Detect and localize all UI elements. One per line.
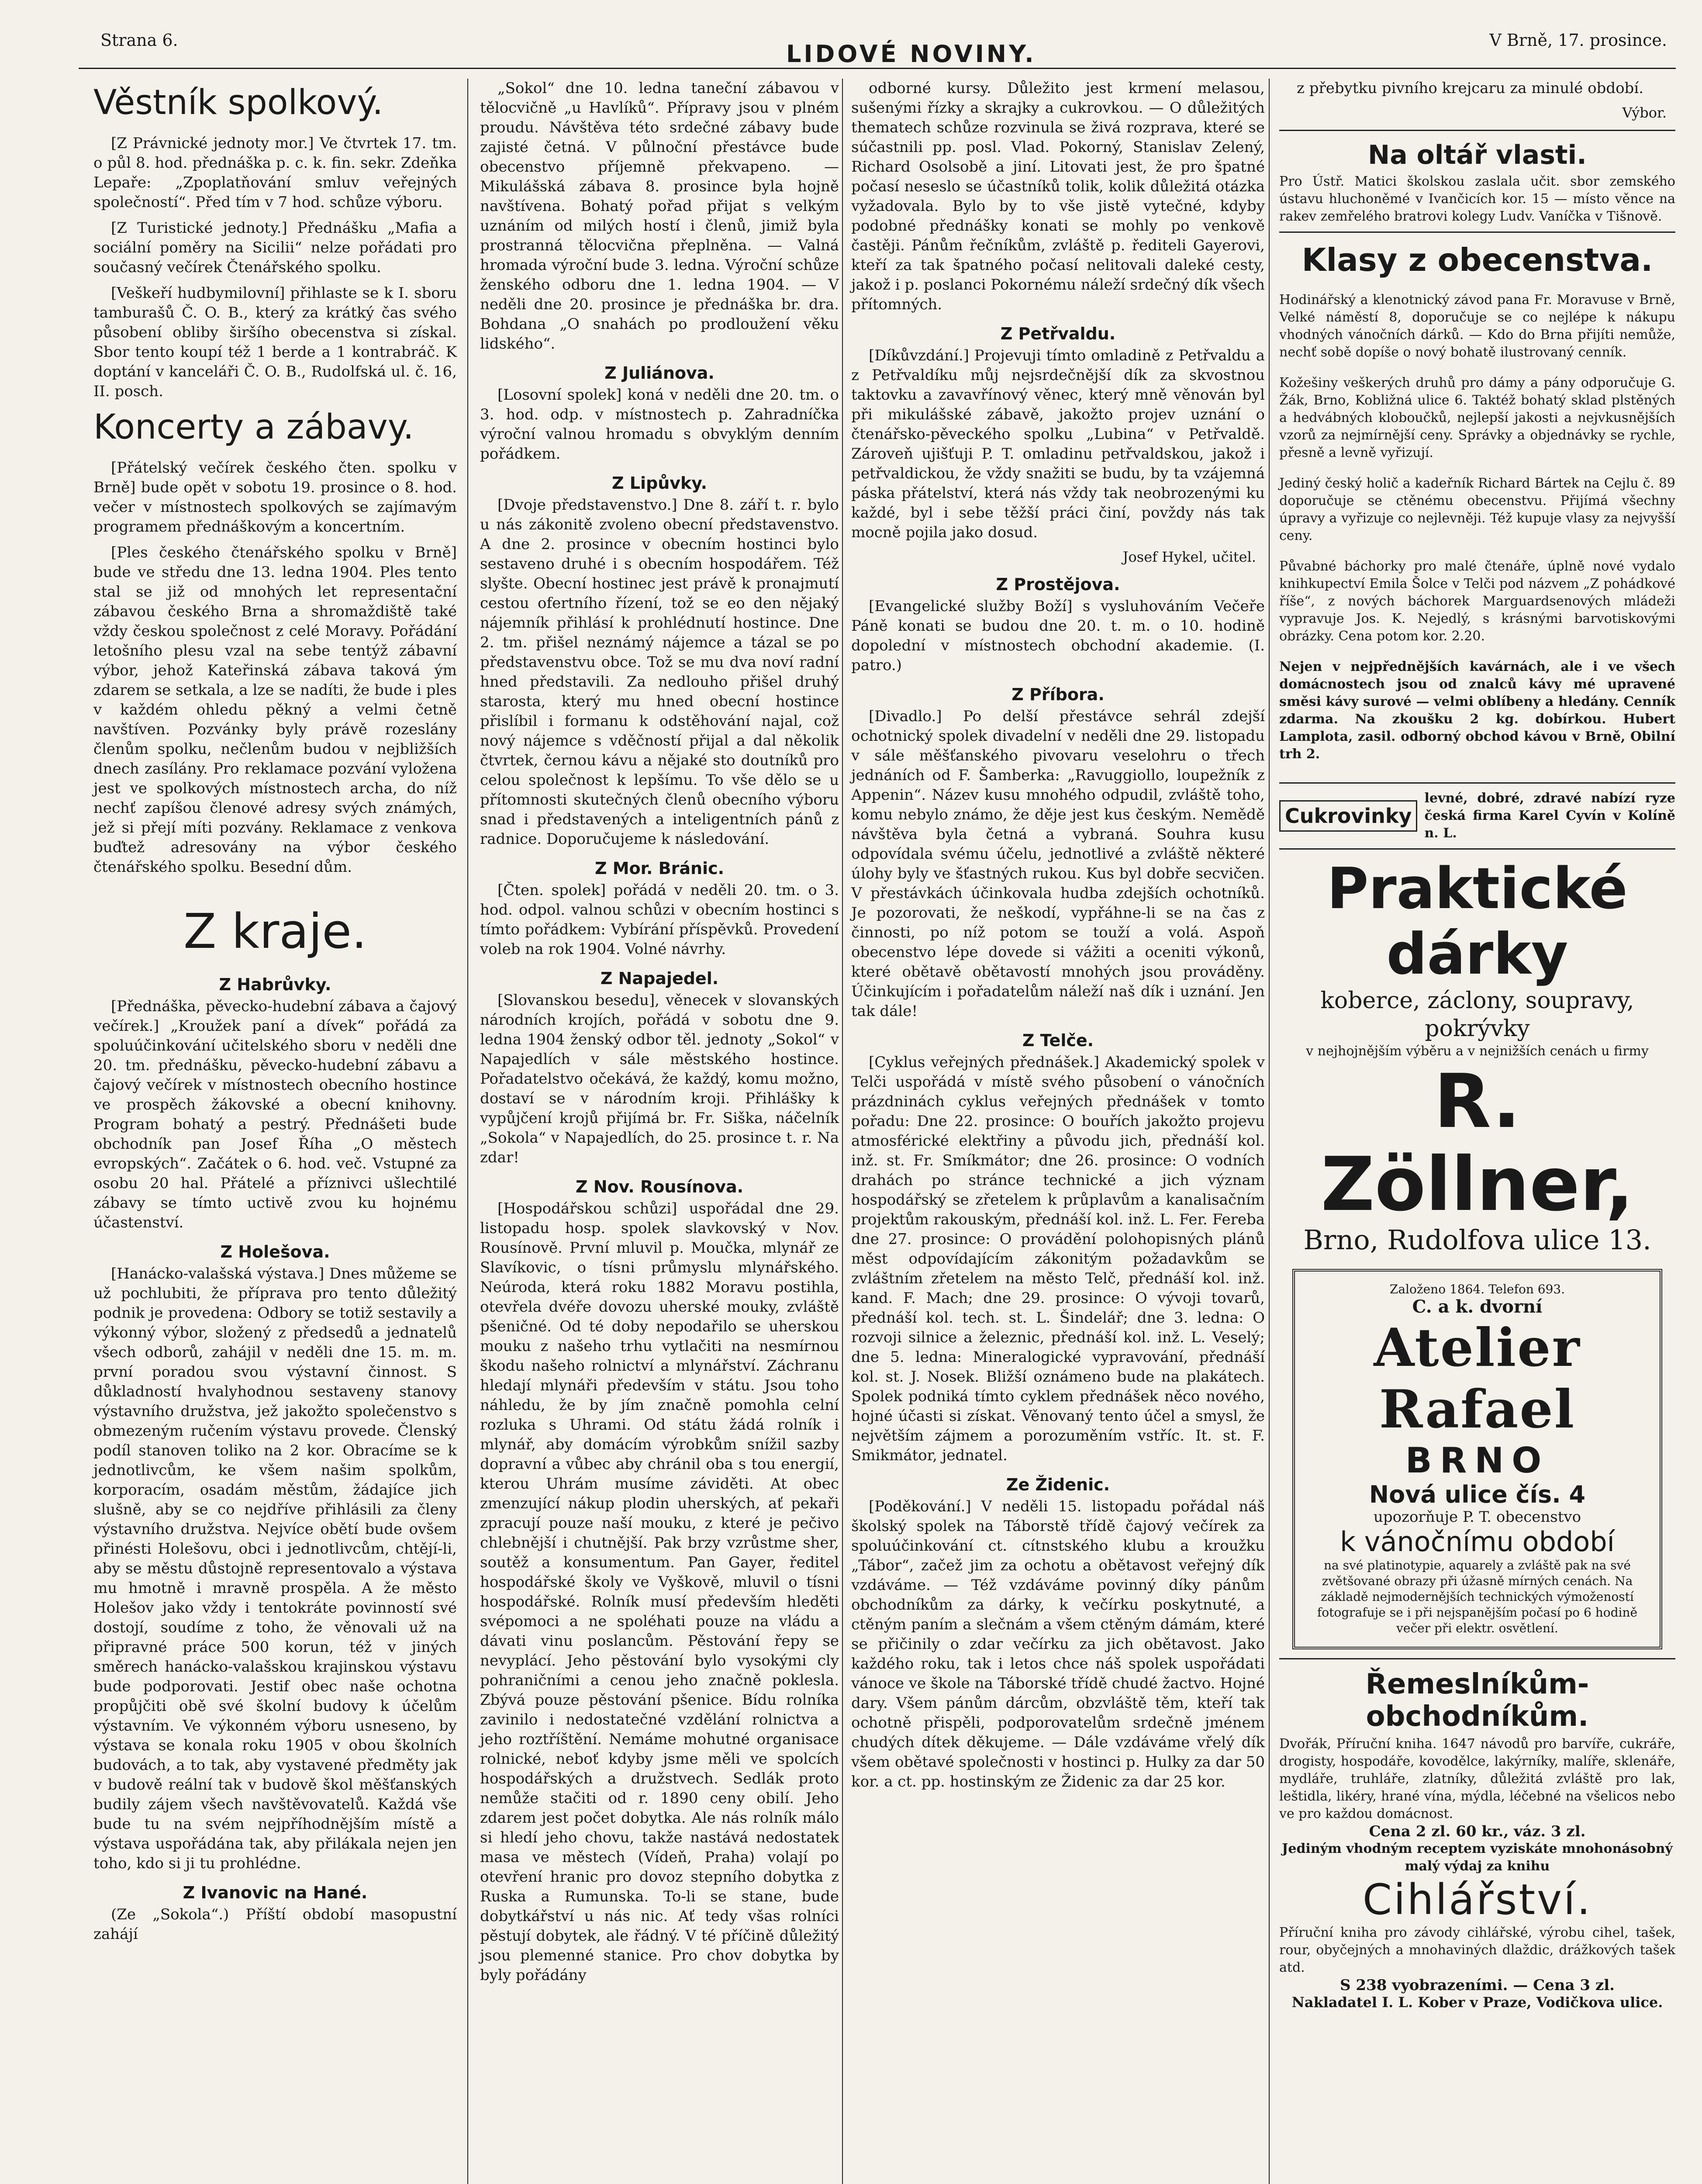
ad-cihlarstvi-text: Příruční kniha pro závody cihlářské, výrobu cihel, tašek, rour, obyčejných a mnohaviných dlaždic, drážkových tašek atd. <box>1279 1925 1675 1975</box>
article-signature: Josef Hykel, učitel. <box>1122 549 1256 565</box>
article-signature: Výbor. <box>1622 104 1667 121</box>
ad-atelier-rafael <box>1292 1269 1662 1649</box>
section-title-koncerty: Koncerty a zábavy. <box>93 408 414 447</box>
article-heading: Z Ivanovic na Hané. <box>183 1883 368 1902</box>
ad-cukrovinky-text: levné, dobré, zdravé nabízí ryze česká firma Karel Cyvín v Kolíně n. L. <box>1424 791 1675 841</box>
classified-item: Nejen v nejpřednějších kavárnách, ale i ve všech domácnostech jsou od znalců kávy mé upravené směsi kávy surové — velmi oblíbeny a hledány. Cenník zdarma. Na zkoušku 2 kg. dobírkou. Hubert Lamplota, zasil. odborný obchod kávou v Brně, Obilní trh 2. <box>1279 659 1675 762</box>
newspaper-title: LIDOVÉ NOVINY. <box>786 40 1036 68</box>
ad-rafael-notice: upozorňuje P. T. obecenstvo <box>1373 1508 1581 1526</box>
ad-zollner <box>1279 848 1675 1260</box>
ad-zollner-title: Praktické dárky <box>1327 855 1628 987</box>
section-title-vestnik: Věstník spolkový. <box>93 83 383 122</box>
article-heading: Z Příbora. <box>1012 685 1105 704</box>
article-heading: Z Habrůvky. <box>219 975 331 994</box>
classified-item: Půvabné báchorky pro malé čtenáře, úplně nové vydalo knihkupectví Emila Šolce v Telči pod názvem „Z pohádkové říše“, z nových báchorek Marguardsenových mládeži vypravuje Jos. K. Nejedlý, s krásnými barvotiskovými obrázky. Cena potom kor. 2.20. <box>1279 559 1675 644</box>
column-2 <box>474 79 845 2184</box>
column-4 <box>1273 79 1681 2184</box>
ad-rafael-founded: Založeno 1864. Telefon 693. <box>1389 1282 1565 1296</box>
masthead <box>0 0 1702 70</box>
article-paragraph: [Hospodářskou schůzi] uspořádal dne 29. listopadu hosp. spolek slavkovský v Nov. Rousínově. První mluvil p. Moučka, mlynář ze Slavíkovic, o tísni průmyslu mlynářského. Neúroda, která roku 1882 Moravu postihla, otevřela dvéře dovozu uherské mouky, zvláště pšeničné. Od té doby nepodařilo se uherskou mouku z našeho trhu vytlačiti na nesmírnou škodu našeho rolnictví a mlynářství. Záchranu hledají mlynáři především v státu. Jsou toho náhledu, že by jím značně pomohla celní rozluka s Uhrami. Od státu žádá rolník i mlynář, aby domácím výrobkům snížil sazby dopravní a vůbec aby chránil oba s tou energií, kterou Uhrám musíme záviděti. At obec zmenzující nákup plodin uherských, ať pekaři zpracují pouze naší mouku, z které je pečivo chlebnější i chutnější. Pak brzy vzrůstme sher, soutěž a konsumentum. Pan Gayer, ředitel hospodářské školy ve Vyškově, mluvil o tísni hospodářské. Rolník musí především hleděti svépomoci a ne spoléhati pouze na vládu a dávati vinu poslancům. Pěstování řepy se nevyplácí. Jeho pěstování bylo vysokými cly pohraničními a cenou jeho značně poklesla. Zbývá pouze pěstování pšenice. Bídu rolníka zavinilo i nedostatečné vzdělání rolnictva a jeho roztříštění. Nemáme mohutné organisace rolnické, neboť kdyby jsme měli ve spolcích hospodářských a družstvech. Sedlák proto nemůže stačiti od r. 1890 ceny obilí. Jeho zdarem jest počet dobytka. Ale nás rolník málo si hledí jeho chovu, takže nastává nedostatek masa ve městech (Vídeň, Praha) volají po otevření hranic pro dovoz stepního dobytka z Ruska a Rumunska. To-li se stane, bude dobytkářství u nás nic. Ať tedy všas rolníci pěstují dobytek, ale řádný. V té příčině důležitý jsou plemenné stanice. Pro chov dobytka by byly pořádány <box>480 1200 839 1984</box>
article-paragraph: [Veškeří hudbymilovní] přihlaste se k I. sboru tamburašů Č. O. B., který za krátký čas svého působení obliby širšího obecenstva si získal. Sbor tento koupí též 1 berde a 1 kontrabráč. K doptání v kanceláři Č. O. B., Rudolfská ul. č. 16, II. posch. <box>93 284 457 400</box>
article-paragraph: (Ze „Sokola“.) Příští období masopustní zahájí <box>93 1906 457 1943</box>
ad-rafael-name: Atelier Rafael <box>1374 1317 1581 1440</box>
article-paragraph: [Z Právnické jednoty mor.] Ve čtvrtek 17. tm. o půl 8. hod. přednáška p. c. k. fin. sekr. Zdeňka Lepaře: „Zpoplatňování smluv veřejných společností“. Před tím v 7 hod. schůze výboru. <box>93 135 457 211</box>
ad-cukrovinky <box>1279 782 1675 848</box>
ad-rafael-description: na své platinotypie, aquarely a zvláště pak na své zvětšované obrazy při úžasně mírných cenách. Na základě nejmodernějších technických výmožeností fotografuje se i při nejspanějším počasí po 6 hodině večer při elektr. osvětlení. <box>1317 1558 1638 1635</box>
article-paragraph: [Divadlo.] Po delší přestávce sehrál zdejší ochotnický spolek divadelní v neděli dne 29. listopadu v sále měšťanského pivovaru veselohru o třech jednáních od F. Šamberka: „Ravuggiollo, loupežník z Appenin“. Název kusu mnohého odpudil, zvláště toho, komu nebylo známo, že děje jest kus českým. Nemědě návštěva byla četná a vybraná. Souhra kusu odpovídala svému účelu, jednotlivé a zvláště některé úlohy byly ve šťastných rukou. Kus byl dobře secvičen. V přestávkách účinkovala hudba zdejších ochotníků. Je pozorovati, že neškodí, vypřáhne-li se na čas z činnosti, po níž potom se touží a volá. Aspoň obecenstvo lépe dovede si vážiti a oceniti výkonů, které obětavě obětavostí mnohých jsou prováděny. Účinkujícím i pořadatelům náleží naš dík i uznání. Jen tak dále! <box>851 708 1265 1020</box>
notice-title: Na oltář vlasti. <box>1368 140 1587 170</box>
ad-remeslnikum-text: Dvořák, Příruční kniha. 1647 návodů pro barvíře, cukráře, drogisty, hospodáře, kovodělce, lakýrníky, malíře, sklenáře, mydláře, truhláře, zlatníky, důležitá zvláště pro lak, leštidla, likéry, hrané vína, mýdla, léčebné na všelicos nebo ve pro každou domácnost. <box>1279 1736 1675 1821</box>
ad-remeslnikum-title: Řemeslníkům-obchodníkům. <box>1365 1668 1589 1733</box>
column-rule <box>467 79 468 2184</box>
ad-rafael-court: C. a k. dvorní <box>1412 1296 1543 1317</box>
ad-cihlarstvi-title: Cihlářství. <box>1362 1875 1592 1924</box>
article-heading: Z Lipůvky. <box>611 473 708 493</box>
ad-publisher: Nakladatel I. L. Kober v Praze, Vodičkova ulice. <box>1291 1994 1663 2011</box>
ad-zollner-name: R. Zöllner, <box>1321 1058 1634 1228</box>
article-paragraph: [Losovní spolek] koná v neděli dne 20. tm. o 3. hod. odp. v místnostech p. Zahradníčka výroční valnou hromadu s obvyklým denním pořádkem. <box>480 386 839 463</box>
article-paragraph: [Přátelský večírek českého čten. spolku v Brně] bude opět v sobotu 19. prosince o 8. hod. večer v místnostech spolkových se zajímavým programem přednáškovým a koncertním. <box>93 459 457 536</box>
ad-rafael-city: BRNO <box>1405 1440 1550 1481</box>
article-heading: Z Nov. Rousínova. <box>575 1177 744 1196</box>
ad-cukrovinky-title: Cukrovinky <box>1279 800 1417 832</box>
notice-text: Pro Ústř. Matici školskou zaslala učit. sbor zemského ústavu hluchoněmé v Ivančicích kor. 15 — místo věnce na rakev zemřelého bratrovi kolegy Ludv. Vaníčka v Tišnově. <box>1279 174 1675 224</box>
article-heading: Z Holešova. <box>220 1242 330 1261</box>
ad-rafael-street: Nová ulice čís. 4 <box>1369 1481 1586 1508</box>
ad-zollner-goods: koberce, záclony, soupravy, pokrývky <box>1320 988 1634 1042</box>
ad-remeslnikum <box>1279 1658 1675 2017</box>
article-heading: Z Juliánova. <box>604 363 715 383</box>
ad-zollner-note: v nejhojnějším výběru a v nejnižších cenách u firmy <box>1306 1044 1649 1059</box>
article-paragraph: [Čten. spolek] pořádá v neděli 20. tm. o 3. hod. odpol. valnou schůzi v obecním hostinci s tímto pořádkem: Vybírání příspěvků. Provedení voleb na rok 1904. Volné návrhy. <box>480 881 839 958</box>
article-paragraph: [Ples českého čtenářského spolku v Brně] bude ve středu dne 13. ledna 1904. Ples tento stal se již od mnohých let representační zábavou českého Brna a shromaždiště také vždy českou společnost z celé Moravy. Pořádání letošního plesu vzal na sebe tentýž zábavní výbor, jehož Kateřinská zábava taková ým zdarem se setkala, a lze se nadíti, že bude i ples v každém ohledu pěkný a velmi četně navštíven. Pozvánky byly právě rozeslány členům spolku, nečlenům budou v nejbližších dnech zasílány. Pro reklamace pozvání vyložena jest ve spolkových místnostech archa, do níž nechť zapíšou členové adresy svých známých, jež si přejí míti pozvány. Reklamace z venkova buďtež adresovány na výbor českého čtenářského spolku. Besední dům. <box>93 544 457 876</box>
article-heading: Z Telče. <box>1022 1031 1094 1050</box>
column-1 <box>87 79 463 2184</box>
article-paragraph: [Díkůvzdání.] Projevuji tímto omladině z Petřvaldu a z Petřvaldíku můj nejsrdečnější dík za skvostnou taktovku a zavavřínový věnec, který mně věnován byl při mikulášské zábavě, jakožto projev uznání o čtenářsko-pěveckého spolku „Lubina“ v Petřvaldě. Zároveň ujišťuji P. T. omladinu petřvaldskou, jakož i petřvaldickou, že vždy snažiti se budu, by ta vzájemná páska přátelství, která nás vždy tak neobrozenými ku každé, byl i sebe těžší práci činí, povždy nás tak mocně pojila jako dosud. <box>851 347 1265 541</box>
section-title-kraje: Z kraje. <box>183 903 367 959</box>
article-paragraph: [Poděkování.] V neděli 15. listopadu pořádal náš školský spolek na Táborstě třídě čajový večírek za spoluúčinkování ct. cítnstského klubu a kroužku „Tábor“, začež jim za ochotu a obětavost veřejný dík vzdáváme. — Též vzdáváme povinný díky pánům obchodníkům za dárky, k večírku poskytnuté, a ctěným paním a slečnám a všem ctěným dámám, které se přičinily o zdar večírku za jich obětavost. Jako každého roku, tak i letos chce náš spolek uspořádati vánoce ve škole na Táborské třídě chudé žactvo. Hojné dary. Všem pánům dárcům, obzvláště těm, kteří tak ochotně přispěli, podporovatelům srdečně jménem chudých dítek děkujeme. — Dále vzdáváme vřelý dík všem obětavé společnosti v hostinci p. Hulky za dar 50 kor. a ct. pp. hostinským ze Židenic za dar 25 kor. <box>851 1498 1265 1790</box>
article-heading: Z Mor. Bránic. <box>594 859 725 878</box>
classified-item: Kožešiny veškerých druhů pro dámy a pány odporučuje G. Žák, Brno, Kobližná ulice 6. Taktéž bohatý sklad plstěných a hedvábných kloboučků, nejlepší jakosti a nejvkusnějších vzorů za nejmírnější ceny. Správky a objednávky se rychle, přesně a levně vyřizují. <box>1279 375 1675 460</box>
classified-item: Hodinářský a klenotnický závod pana Fr. Moravuse v Brně, Velké náměstí 8, doporučuje se co nejlépe k nákupu vhodných vánočních dárků. — Kdo do Brna přijíti nemůže, nechť sobě dopíše o nový bohatě ilustrovaný cenník. <box>1279 292 1675 360</box>
article-heading: Z Napajedel. <box>600 969 719 988</box>
article-paragraph: [Slovanskou besedu], věnecek v slovanských národních krojích, pořádá v sobotu dne 9. ledna 1904 ženský odbor těl. jednoty „Sokol“ v Napajedlích v sále městského hostince. Pořadatelstvo očekává, že každý, komu možno, dostaví se v národním kroji. Přihlášky k vypůjčení krojů přijímá br. Fr. Siška, náčelník „Sokola“ v Napajedlích, do 25. prosince t. r. Na zdar! <box>480 992 839 1166</box>
column-3 <box>845 79 1271 2184</box>
article-paragraph: [Přednáška, pěvecko-hudební zábava a čajový večírek.] „Kroužek paní a dívek“ pořádá za spoluúčinkování učitelského sboru v neděli dne 20. tm. přednášku, pěvecko-hudební zábavu a čajový večírek v místnostech obecního hostince ve prospěch žákovské a obecní knihovny. Program bohatý a pestrý. Přednášeti bude obchodník pan Josef Říha „O městech evropských“. Začátek o 6. hod. več. Vstupné za osobu 20 hal. Přátelé a příznivci ušlechtilé zábavy se tímto uctivě zvou ku hojnému účastenství. <box>93 998 457 1231</box>
ad-zollner-address: Brno, Rudolfova ulice 13. <box>1303 1224 1651 1256</box>
article-paragraph: [Cyklus veřejných přednášek.] Akademický spolek v Telči uspořádá v místě svého působení o vánočních prázdninách cyklus veřejných přednášek v tomto pořadu: Dne 22. prosince: O bouřích jakožto projevu atmosférické elektřiny a původu jich, přednáší kol. inž. st. Fr. Smíkmátor; dne 26. prosince: O vodních drahách po stránce technické a jich význam hospodářský se zřetelem k průplavům a kanalisačním projektům rakouským, přednáší kol. inž. L. Fer. Fereba dne 27. prosince: O provádění polohopisných plánů měst odpovídajícím zákonitým požadavkům se zvláštním zřetelem na město Telč, přednáší kol. inž. kand. F. Mach; dne 29. prosince: O vývoji tovarů, přednáší kol. tech. st. L. Šindelář; dne 3. ledna: O rozvoji silnice a železnic, přednáší kol. inž. L. Veselý; dne 5. ledna: Mineralogické vypravování, přednáší kol. st. J. Nosek. Bližší oznámeno bude na plakátech. Spolek podniká tímto cyklem přednášek něco nového, hojné účasti si získat. Věnovaný tento účel a smysl, že největším zájmem a porozuměním vstříc. It. st. F. Smikmátor, jednatel. <box>851 1054 1265 1464</box>
article-paragraph: [Hanácko-valašská výstava.] Dnes můžeme se už pochlubiti, že příprava pro tento důležitý podnik je provedena: Odbory se totiž sestavily a výkonný výbor, složený z předsedů a jednatelů všech odborů, zahájil v neděli dne 15. m. m. první poradou svou výstavní činnost. S důkladností hvalyhodnou sestaveny stanovy výstavního družstva, jež jakožto společenstvo s obmezeným ručením výstavu provede. Členský podíl stanoven toliko na 2 kor. Obracíme se k jednotlivcům, ke všem našim spolkům, korporacím, osadám městům, žádajíce jich slušně, aby se co nejdříve přihlásili za členy výstavního družstva. Nejvíce obětí bude ovšem přinésti Holešovu, obci i jednotlivcům, chtějí-li, aby se městu důstojně representovalo a výstava mu hmotně i mravně prospěla. A že město Holešov jako vždy i tentokráte povinností své dostojí, soudíme z toho, že věnovali už na připravné práce 500 korun, též v jiných směrech hanácko-valašskou krajinskou výstavu bude podporovati. Jestif obec naše ochotna propůjčiti obě své školní budovy k účelům výstavním. Ve výkonném výboru usneseno, by výstava se konala roku 1905 v obou školních budovách, a to tak, aby vystavené předměty jak v budově reální tak v budově škol měšťanských budily zájem všech navštěvovatelů. Každá vše bude tu na svém nejpříhodnějším místě a výstava uspořádána tak, aby přilákala nejen jen toho, kdo si ji tu prohlédne. <box>93 1265 457 1872</box>
ad-remeslnikum-recipe: Jediným vhodným receptem vyziskáte mnohonásobný malý výdaj za knihu <box>1282 1841 1673 1874</box>
article-heading: Z Prostějova. <box>996 575 1120 594</box>
issue-date: V Brně, 17. prosince. <box>1489 31 1667 50</box>
ad-cihlarstvi-price: S 238 vyobrazeními. — Cena 3 zl. <box>1340 1977 1615 1994</box>
notice-oltar <box>1279 130 1675 232</box>
classified-item: Jediný český holič a kadeřník Richard Bártek na Cejlu č. 89 doporučuje se ctěnému obecenstvu. Přijímá všechny úpravy a vyřizuje co nejlevněji. Též kupuje vlasy za nejvyšší ceny. <box>1279 476 1675 543</box>
section-title-klasy: Klasy z obecenstva. <box>1302 242 1653 278</box>
article-paragraph: z přebytku pivního krejcaru za minulé období. <box>1297 79 1644 97</box>
article-heading: Z Petřvaldu. <box>1000 324 1116 343</box>
masthead-rule <box>79 68 1676 69</box>
article-paragraph: odborné kursy. Důležito jest krmení melasou, sušenými řízky a skrajky a cukrovkou. — O důležitých thematech schůze rozvinula se živá rozprava, které se súčastnili pp. posl. Vlad. Pokorný, Stanislav Zelený, Richard Osolsobě a jiní. Litovati jest, že pro špatné počasí neseslo se účastníků tolik, kolik důležitá otázka vyžadovala. Bylo by to vše jistě vytečné, kdyby podobné přednášky konati se mohly po venkově častěji. Pánům řečníkům, zvláště p. řediteli Gayerovi, kteří za tak špatného počasí nelitovali daleké cesty, jakož i p. poslanci Pokornému náleží srdečný dík všech přítomných. <box>851 79 1265 313</box>
page-number: Strana 6. <box>100 31 178 50</box>
ad-remeslnikum-price: Cena 2 zl. 60 kr., váz. 3 zl. <box>1369 1823 1586 1840</box>
article-paragraph: [Z Turistické jednoty.] Přednášku „Mafia a sociální poměry na Sicilii“ nelze pořádati pro současný večírek Čtenářského spolku. <box>93 219 457 276</box>
article-heading: Ze Židenic. <box>1006 1475 1110 1494</box>
section-klasy <box>1279 232 1675 782</box>
ad-rafael-christmas: k vánočnímu období <box>1340 1526 1615 1558</box>
article-paragraph: „Sokol“ dne 10. ledna taneční zábavou v tělocvičně „u Havlíků“. Přípravy jsou v plném proudu. Návštěva této srdečné zábavy bude zajisté četná. V půlnoční přestávce bude obecenstvo příjemně překvapeno. — Mikulášská zábava 8. prosince byla hojně navštívena. Bohatý pořad přijat s velkým uznáním od milých hostí i členů, jimiž byla prostranná tělocvična přeplněna. — Valná hromada výroční bude 3. ledna. Výroční schůze ženského odboru dne 1. ledna 1904. — V neděli dne 20. prosince je přednáška br. dra. Bohdana „O snahách po prodloužení věku lidského“. <box>480 79 839 352</box>
article-paragraph: [Evangelické služby Boží] s vysluhováním Večeře Páně konati se budou dne 20. t. m. o 10. hodině dopolední v místnostech obchodní akademie. (I. patro.) <box>851 598 1265 674</box>
article-paragraph: [Dvoje představenstvo.] Dne 8. září t. r. bylo u nás zákonitě zvoleno obecní představenstvo. A dne 2. prosince v obecním hostinci bylo sestaveno druhé i s obecním hospodářem. Též slyšte. Obecní hostinec jest právě k pronajmutí cestou ofertního řízení, tož se eo den nějaký nájemník přihlásí k prohlédnutí hostince. Dne 2. tm. přišel neznámý nájemce a tázal se po představenstvu obce. Tož se mu dva noví radní hned představili. Za nedlouho přišel druhý starosta, který mu hned obecní hostince přislíbil i formanu k odstěhování najal, což nový nájemce s vděčností přijal a dal několik čtvrtek, černou kávu a nějaké sto doutníků pro celou společnost k lepšímu. To vše dělo se u přítomnosti skutečných členů obecního výboru snad i představených a inteligentních pánů z radnice. Doporučujeme k následování. <box>480 496 839 848</box>
